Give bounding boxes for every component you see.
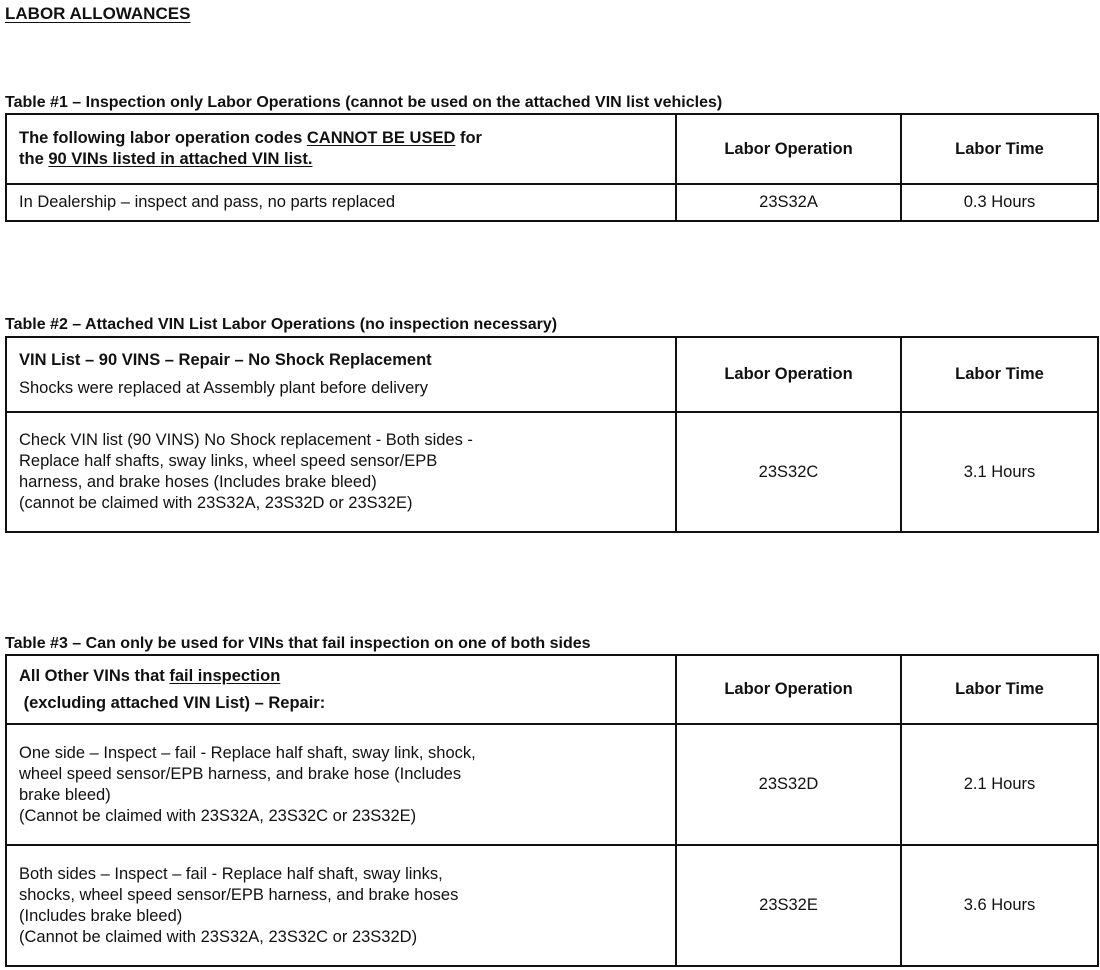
table3-caption: Table #3 – Can only be used for VINs that fail inspection on one of both sides — [5, 635, 591, 652]
row-labor-time: 3.6 Hours — [901, 845, 1098, 966]
page-title: LABOR ALLOWANCES — [5, 4, 191, 23]
row-labor-operation: 23S32C — [676, 412, 901, 532]
row-labor-operation: 23S32D — [676, 724, 901, 845]
table-row — [6, 184, 1098, 221]
column-header-labor-operation: Labor Operation — [676, 337, 901, 412]
table2-caption: Table #2 – Attached VIN List Labor Operations (no inspection necessary) — [5, 316, 558, 333]
table3 — [5, 654, 1099, 967]
cannot-be-used-emphasis: CANNOT BE USED — [306, 129, 456, 147]
row-labor-time: 0.3 Hours — [901, 184, 1098, 221]
row-description: In Dealership – inspect and pass, no parts replaced — [6, 184, 676, 221]
table-row — [6, 412, 1098, 532]
column-header-labor-time: Labor Time — [901, 337, 1098, 412]
table-row — [6, 724, 1098, 845]
row-labor-operation: 23S32E — [676, 845, 901, 966]
row-labor-time: 2.1 Hours — [901, 724, 1098, 845]
table3-header-description: All Other VINs that fail inspection (excluding attached VIN List) – Repair: — [6, 655, 676, 724]
row-description: Both sides – Inspect – fail - Replace half shaft, sway links, shocks, wheel speed sensor/EPB harness, and brake hoses (Includes brake bleed) (Cannot be claimed with 23S32A, 23S32C or 23S32D) — [6, 845, 676, 966]
column-header-labor-operation: Labor Operation — [676, 655, 901, 724]
table1-header-description: The following labor operation codes CANNOT BE USED for the 90 VINs listed in attached VIN list. — [6, 114, 676, 184]
row-labor-operation: 23S32A — [676, 184, 901, 221]
row-description: One side – Inspect – fail - Replace half shaft, sway link, shock, wheel speed sensor/EPB harness, and brake hose (Includes brake bleed) (Cannot be claimed with 23S32A, 23S32C or 23S32E) — [6, 724, 676, 845]
column-header-labor-operation: Labor Operation — [676, 114, 901, 184]
table-row — [6, 845, 1098, 966]
table1-header-row — [6, 114, 1098, 184]
row-labor-time: 3.1 Hours — [901, 412, 1098, 532]
table2-header-row — [6, 337, 1098, 412]
table2 — [5, 336, 1099, 533]
table1 — [5, 113, 1099, 222]
row-description: Check VIN list (90 VINS) No Shock replacement - Both sides - Replace half shafts, sway links, wheel speed sensor/EPB harness, and brake hoses (Includes brake bleed) (cannot be claimed with 23S32A, 23S32D or 23S32E) — [6, 412, 676, 532]
vin-list-emphasis: 90 VINs listed in attached VIN list. — [48, 150, 313, 168]
table2-header-description: VIN List – 90 VINS – Repair – No Shock Replacement Shocks were replaced at Assembly plant before delivery — [6, 337, 676, 412]
column-header-labor-time: Labor Time — [901, 655, 1098, 724]
fail-inspection-emphasis: fail inspection — [169, 666, 281, 685]
table1-caption: Table #1 – Inspection only Labor Operations (cannot be used on the attached VIN list vehicles) — [5, 94, 723, 111]
column-header-labor-time: Labor Time — [901, 114, 1098, 184]
table3-header-row — [6, 655, 1098, 724]
